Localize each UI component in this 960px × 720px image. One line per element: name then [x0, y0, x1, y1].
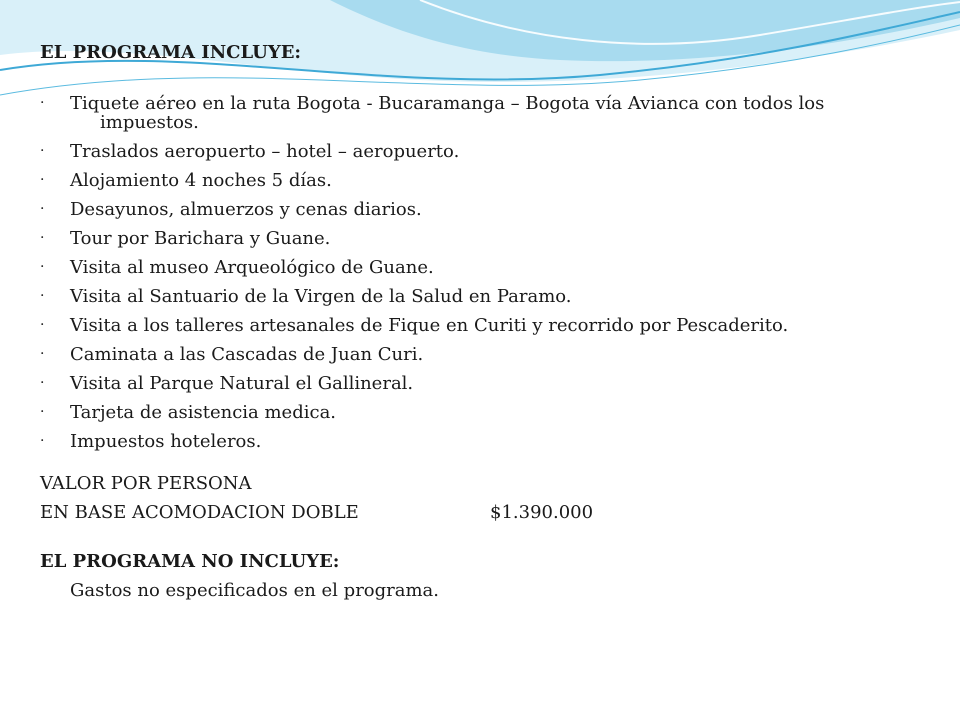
bullet-marker: · — [40, 346, 45, 362]
list-item-text: Visita al Parque Natural el Gallineral. — [70, 373, 414, 394]
bullet-marker: · — [40, 288, 45, 304]
list-item — [40, 316, 920, 335]
list-item-text: Traslados aeropuerto – hotel – aeropuerto. — [70, 141, 460, 162]
bullet-marker: · — [40, 317, 45, 333]
list-item — [40, 374, 920, 393]
list-item — [40, 171, 920, 190]
acomodacion-label: EN BASE ACOMODACION DOBLE — [40, 502, 359, 523]
list-item-text: Visita a los talleres artesanales de Fique en Curiti y recorrido por Pescaderito. — [70, 315, 789, 336]
list-item-text: Desayunos, almuerzos y cenas diarios. — [70, 199, 422, 220]
bullet-marker: · — [40, 143, 45, 159]
list-item-text: Alojamiento 4 noches 5 días. — [70, 170, 332, 191]
list-item-text: Tiquete aéreo en la ruta Bogota - Bucaramanga – Bogota vía Avianca con todos los impuestos. — [70, 93, 825, 133]
list-item-text: Visita al museo Arqueológico de Guane. — [70, 257, 434, 278]
list-item-text: Visita al Santuario de la Virgen de la Salud en Paramo. — [70, 286, 572, 307]
bullet-marker: · — [40, 201, 45, 217]
list-item — [40, 403, 920, 422]
list-item-text: Caminata a las Cascadas de Juan Curi. — [70, 344, 424, 365]
bullet-marker: · — [40, 375, 45, 391]
no-incluye-text: Gastos no especificados en el programa. — [70, 580, 440, 601]
bullet-marker: · — [40, 230, 45, 246]
list-item — [40, 142, 920, 161]
list-item — [40, 432, 920, 451]
slide-content — [40, 40, 920, 605]
valor-por-persona: VALOR POR PERSONA — [40, 473, 252, 494]
no-incluye-title: EL PROGRAMA NO INCLUYE: — [40, 551, 340, 572]
incluye-list — [40, 94, 920, 451]
bullet-marker: · — [40, 259, 45, 275]
list-item-text: Tour por Barichara y Guane. — [70, 228, 331, 249]
price-row — [40, 498, 920, 527]
list-item — [40, 345, 920, 364]
list-item-text: Impuestos hoteleros. — [70, 431, 262, 452]
list-item — [40, 287, 920, 306]
price-value: $1.390.000 — [490, 502, 594, 523]
list-item — [40, 94, 920, 132]
bullet-marker: · — [40, 404, 45, 420]
list-item — [40, 258, 920, 277]
incluye-title: EL PROGRAMA INCLUYE: — [40, 42, 302, 63]
list-item-text: Tarjeta de asistencia medica. — [70, 402, 337, 423]
bullet-marker: · — [40, 172, 45, 188]
bullet-marker: · — [40, 433, 45, 449]
no-incluye-block — [40, 547, 920, 605]
valor-block — [40, 469, 920, 527]
list-item — [40, 229, 920, 248]
list-item — [40, 200, 920, 219]
bullet-marker: · — [40, 95, 45, 111]
